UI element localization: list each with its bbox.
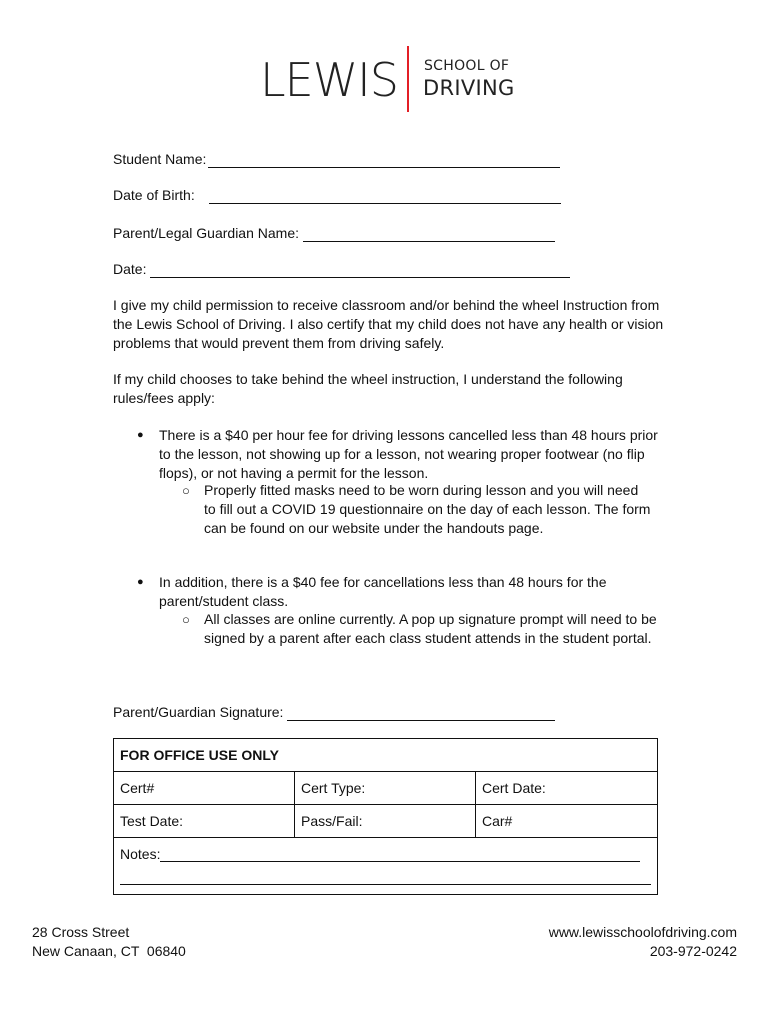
notes-line-1[interactable] <box>160 847 640 862</box>
rule-item-1 <box>137 426 659 483</box>
school-logo <box>0 46 770 116</box>
guardian-name-field[interactable] <box>113 224 555 242</box>
permission-paragraph: I give my child permission to receive classroom and/or behind the wheel Instruction from the Lewis School of Driving. I also certify that my child does not have any health or vision problems that would prevent them from driving safely. <box>113 297 664 351</box>
footer-address <box>32 923 186 961</box>
dob-field[interactable] <box>113 186 561 204</box>
signature-label: Parent/Guardian Signature: <box>113 704 284 720</box>
website-link[interactable]: www.lewisschoolofdriving.com <box>548 924 737 940</box>
rule-text-1: There is a $40 per hour fee for driving lessons cancelled less than 48 hours prior to the lesson, not showing up for a lesson, not wearing proper footwear (no flip flops), or not having a permit for the lesson. <box>159 427 658 481</box>
pass-fail-cell[interactable]: Pass/Fail: <box>295 805 476 838</box>
phone-number: 203-972-0242 <box>649 943 737 959</box>
notes-label: Notes: <box>120 846 161 862</box>
guardian-name-input-line[interactable] <box>303 226 555 242</box>
notes-cell[interactable] <box>114 838 658 895</box>
office-use-table <box>113 738 658 895</box>
bullet-circle-icon: ○ <box>182 612 190 627</box>
notes-line-2[interactable] <box>120 876 651 885</box>
car-number-cell[interactable]: Car# <box>476 805 658 838</box>
student-name-label: Student Name: <box>113 151 207 167</box>
rule-subtext-1: Properly fitted masks need to be worn during lesson and you will need to fill out a COVID 19 questionnaire on the day of each lesson. The form can be found on our website under the handouts page. <box>204 482 651 536</box>
cert-number-cell[interactable]: Cert# <box>114 772 295 805</box>
signature-field[interactable] <box>113 703 555 721</box>
cert-date-cell[interactable]: Cert Date: <box>476 772 658 805</box>
student-name-field[interactable] <box>113 150 560 168</box>
address-line-2: New Canaan, CT 06840 <box>32 943 186 959</box>
guardian-name-label: Parent/Legal Guardian Name: <box>113 225 299 241</box>
signature-input-line[interactable] <box>287 705 555 721</box>
dob-input-line[interactable] <box>209 188 561 204</box>
rule-text-2: In addition, there is a $40 fee for cancellations less than 48 hours for the parent/student class. <box>159 574 607 609</box>
dob-label: Date of Birth: <box>113 187 195 203</box>
rule-subitem-1 <box>182 481 652 538</box>
bullet-circle-icon: ○ <box>182 483 190 498</box>
rules-intro-paragraph: If my child chooses to take behind the wheel instruction, I understand the following rules/fees apply: <box>113 371 623 406</box>
bullet-dot-icon: ● <box>137 429 144 441</box>
office-header: FOR OFFICE USE ONLY <box>114 739 658 772</box>
logo-divider <box>407 46 409 112</box>
footer-contact <box>549 923 737 961</box>
test-date-cell[interactable]: Test Date: <box>114 805 295 838</box>
date-input-line[interactable] <box>150 262 570 278</box>
date-field[interactable] <box>113 260 570 278</box>
bullet-dot-icon: ● <box>137 576 144 588</box>
student-name-input-line[interactable] <box>208 152 560 168</box>
cert-type-cell[interactable]: Cert Type: <box>295 772 476 805</box>
logo-subtitle-bottom: DRIVING <box>423 76 515 100</box>
rule-subtext-2: All classes are online currently. A pop up signature prompt will need to be signed by a parent after each class student attends in the student portal. <box>204 611 657 646</box>
logo-subtitle-top: SCHOOL OF <box>424 58 510 74</box>
address-line-1: 28 Cross Street <box>32 924 130 940</box>
rule-item-2 <box>137 573 659 611</box>
logo-wordmark: LEWIS <box>260 53 398 107</box>
rule-subitem-2 <box>182 610 659 648</box>
date-label: Date: <box>113 261 147 277</box>
